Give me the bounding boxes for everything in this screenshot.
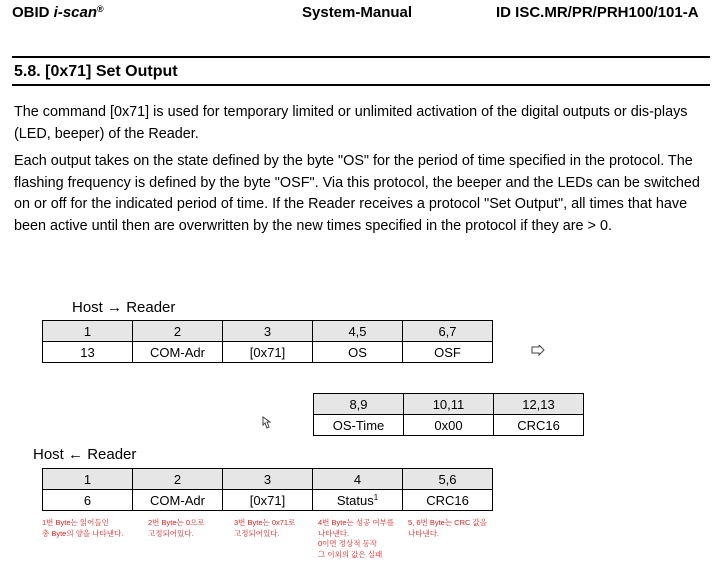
- table-cell: [0x71]: [223, 490, 313, 511]
- table-header-row: [43, 469, 493, 490]
- table-header-cell: 2: [133, 321, 223, 342]
- table-header-cell: 1: [43, 469, 133, 490]
- table-header-cell: 12,13: [494, 394, 584, 415]
- status-footnote: 1: [373, 492, 379, 502]
- table-row: [314, 415, 584, 436]
- header-brand: [12, 4, 104, 21]
- request-table-1: [42, 320, 493, 363]
- table-cell: CRC16: [403, 490, 493, 511]
- annotation-byte3: 3번 Byte는 0x71로 고정되어있다.: [234, 518, 296, 538]
- table-header-cell: 4,5: [313, 321, 403, 342]
- table-header-cell: 4: [313, 469, 403, 490]
- table-header-row: [314, 394, 584, 415]
- status-cell: [313, 490, 403, 511]
- table-header-cell: 1: [43, 321, 133, 342]
- table-header-cell: 6,7: [403, 321, 493, 342]
- table-cell: 6: [43, 490, 133, 511]
- table-header-cell: 3: [223, 469, 313, 490]
- table-cell: OS: [313, 342, 403, 363]
- table-header-cell: 3: [223, 321, 313, 342]
- hand-cursor-icon: [260, 416, 274, 433]
- status-label: Status: [336, 492, 374, 508]
- table-cell: 0x00: [404, 415, 494, 436]
- paragraph-intro: The command [0x71] is used for temporary limited or unlimited activation of the digital outputs or dis-plays (LED, beeper) of the Reader.: [14, 104, 688, 142]
- header-manual-title: System-Manual: [302, 4, 413, 21]
- table-header-cell: 8,9: [314, 394, 404, 415]
- table-header-cell: 2: [133, 469, 223, 490]
- header-document-id: ID ISC.MR/PR/PRH100/101-A: [496, 4, 699, 21]
- table-header-cell: 5,6: [403, 469, 493, 490]
- table-cell: [0x71]: [223, 342, 313, 363]
- arrow-right-icon: →: [107, 299, 123, 316]
- table-row: [43, 342, 493, 363]
- request-table-2: [313, 393, 584, 436]
- table-cell: OSF: [403, 342, 493, 363]
- reader-label: Reader: [126, 299, 176, 316]
- table-cell: 13: [43, 342, 133, 363]
- table-header-row: [43, 321, 493, 342]
- table-cell: OS-Time: [314, 415, 404, 436]
- table-cell: CRC16: [494, 415, 584, 436]
- table-header-cell: 10,11: [404, 394, 494, 415]
- host-to-reader-label: [72, 299, 175, 316]
- reader-label: Reader: [87, 446, 137, 463]
- move-cursor-icon: [531, 345, 545, 360]
- host-label: Host: [33, 446, 64, 463]
- paragraph-details: Each output takes on the state defined by the byte "OS" for the period of time specified in the protocol. The flashing frequency is defined by the byte "OSF". Via this protocol, the beeper and the LEDs can be switched on or off for the indicated period of time. If the Reader receives a protocol "Set Output", all times that have been active until then are overwritten by the new times specified in the protocol if they are > 0.: [14, 153, 700, 234]
- response-table: [42, 468, 493, 511]
- header-brand-name: OBID: [12, 4, 54, 21]
- annotation-byte56: 5, 6번 Byte는 CRC 값을 나타낸다.: [408, 518, 487, 538]
- table-row: [43, 490, 493, 511]
- table-cell: COM-Adr: [133, 342, 223, 363]
- registered-mark: ®: [97, 4, 104, 14]
- table-cell: COM-Adr: [133, 490, 223, 511]
- reader-to-host-label: [33, 446, 136, 463]
- host-label: Host: [72, 299, 103, 316]
- header-product-name: i-scan: [53, 4, 98, 21]
- annotation-byte1: 1번 Byte는 읽어들인 총 Byte의 양을 나타낸다.: [42, 518, 124, 538]
- section-title: 5.8. [0x71] Set Output: [12, 56, 710, 86]
- annotation-byte2: 2번 Byte는 0으로 고정되어있다.: [148, 518, 205, 538]
- annotation-byte4: 4번 Byte는 성공 여부를 나타낸다. 0이면 정상적 동작 그 이외의 값은 실패: [318, 518, 395, 559]
- arrow-left-icon: ←: [68, 446, 84, 463]
